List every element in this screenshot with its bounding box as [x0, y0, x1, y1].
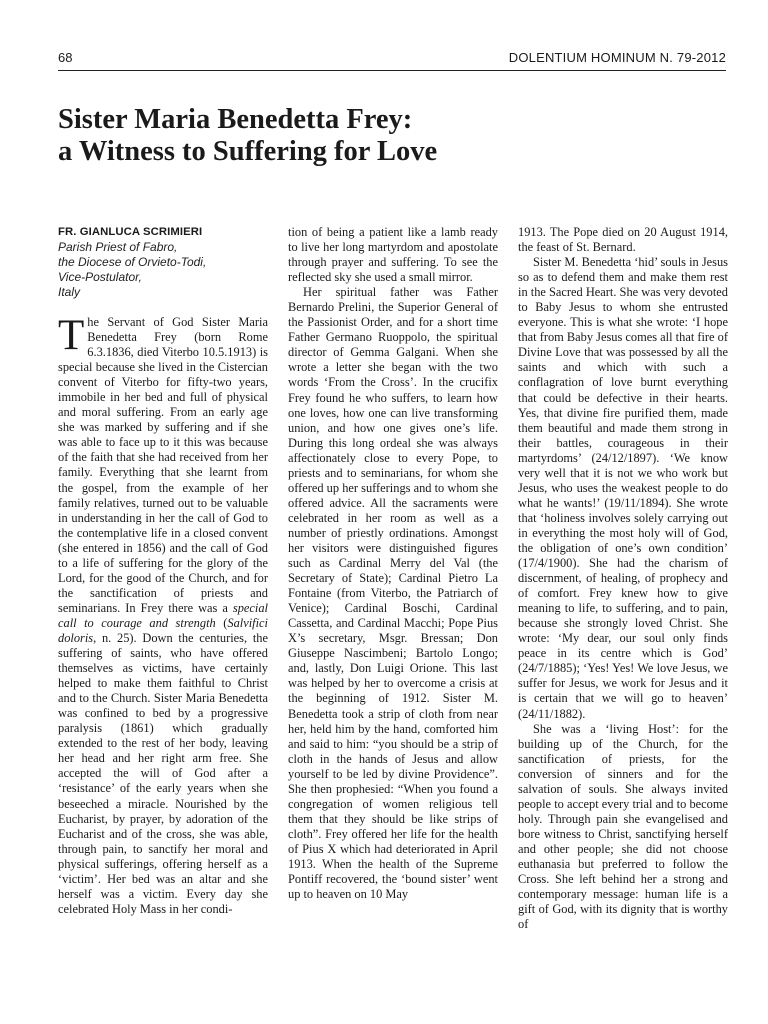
article-title [58, 104, 718, 168]
journal-title: DOLENTIUM HOMINUM N. 79-2012 [508, 50, 726, 65]
paragraph: Her spiritual father was Father Bernardo Prelini, the Superior General of the Passionist Order, and for a short time Father Germano Ruoppolo, the spiritual director of Gemma Galgani. When she wrote a letter she began with the two words ‘From the Cross’. In the crucifix Frey found he who suffers, to learn how one loves, how one can live transforming union, and how one gives one’s life. During this long ordeal she was always affectionately close to every Pope, to priests and to seminarians, for whom she offered up her sufferings and to whom she offered advice. All the sacraments were celebrated in her room as well as a number of priestly ordinations. Amongst her visitors were distinguished figures such as Cardinal Merry del Val (the Secretary of State); Cardinal Pietro La Fontaine (from Viterbo, the Patriarch of Venice); Cardinal Boschi, Cardinal Cassetta, and Cardinal Macchi; Pope Pius X’s secretary, Msgr. Bressan; Don Giuseppe Nascimbeni; Bartolo Longo; and, lastly, Don Luigi Orione. This last was helped by her to overcome a crisis at the beginning of 1912. Sister M. Benedetta took a strip of cloth from near her, held him by the hand, comforted him and said to him: “you should be a strip of cloth in the hands of Jesus and allow yourself to be led by divine Providence”. She then prophesied: “When you found a congregation of women religious tell them that they should be like strips of cloth”. Frey offered her life for the health of Pius X which had deteriorated in April 1913. When the health of the Supreme Pontiff recovered, the ‘bound sister’ went up to heaven on 10 May [288, 285, 498, 902]
paragraph: Sister M. Benedetta ‘hid’ souls in Jesus so as to defend them and make them rest in the Sacred Heart. She was very devoted to Baby Jesus to whom she entrusted everyone. This is what she wrote: ‘I hope that from Baby Jesus comes all that fire of Divine Love that was possessed by all the saints and which with such a conflagration of love burnt everything that could be defective in their hearts. Yes, that divine fire purified them, made them beautiful and made them strong in their battles, courageous in their martyrdoms’ (24/12/1897). ‘We know very well that it is not we who work but Jesus, who uses the weakest people to do what he wants!’ (19/11/1894). She wrote that ‘holiness involves solely carrying out in everything the most holy will of God, the obligation of one’s own condition’ (17/4/1900). She had the charism of discernment, of healing, of prophecy and of comfort. Frey knew how to give meaning to life, to suffering, and to pain, because she strongly loved Christ. She wrote: ‘My dear, our soul only finds peace in its centre which is God’ (24/7/1885); ‘Yes! Yes! We love Jesus, we suffer for Jesus, we work for Jesus and it is certain that we will go to heaven’ (24/11/1882). [518, 255, 728, 721]
title-line-1: Sister Maria Benedetta Frey: [58, 104, 413, 135]
affiliation-line: the Diocese of Orvieto-Todi, [58, 255, 207, 270]
paragraph: The Servant of God Sister Maria Benedetta Frey (born Rome 6.3.1836, died Viterbo 10.5.1913) is special because she lived in the Cistercian convent of Viterbo for fifty-two years, immobile in her bed and full of physical and moral suffering. From an early age she was marked by suffering and if she was able to face up to it this was because of the faith that she had received from her family. Everything that she learnt from the gospel, from the example of her family relatives, turned out to be valuable in understanding in her the call of God to the contemplative life in a closed convent (she entered in 1856) and the call of God to a life of suffering for the glory of the Lord, for the good of the Church, and for the sanctification of priests and seminarians. In Frey there was a special call to courage and strength (Salvifici doloris, n. 25). Down the centuries, the suffering of saints, who have offered themselves as victims, have certainly helped to make them faithful to Christ and to the Church. Sister Maria Benedetta was confined to bed by a progressive paralysis (1861) which gradually extended to the rest of her body, leaving her head and her right arm free. She accepted the will of God after a ‘resistance’ of the early years when she beseeched a miracle. Nourished by the Eucharist, by prayer, by adoration of the Eucharist and of the cross, she was able, through pain, to sanctify her moral and physical sufferings, offering herself as a ‘victim’. Her bed was an altar and she herself was a victim. Every day she celebrated Holy Mass in her condi- [58, 312, 268, 916]
paragraph: She was a ‘living Host’: for the building up of the Church, for the sanctification of priests, for the conversion of sinners and for the salvation of souls. She always invited people to accept every trial and to become holy. Through pain she evangelised and bore witness to Christ, sanctifying herself and other people; she did not choose euthanasia but preferred to follow the Cross. She left behind her a strong and contemporary message: human life is a gift of God, with its dignity that is worthy of [518, 721, 728, 932]
page-number: 68 [58, 50, 73, 65]
emphasis: Salvifici doloris [58, 615, 268, 645]
column-1 [58, 225, 268, 916]
column-2 [288, 225, 498, 902]
author-affiliation [58, 240, 268, 300]
author-name: FR. GIANLUCA SCRIMIERI [58, 226, 203, 238]
title-line-2: a Witness to Suffering for Love [58, 136, 438, 167]
drop-cap: T [58, 312, 85, 359]
affiliation-line: Vice-Postulator, [58, 270, 142, 285]
emphasis: special call to courage and strength [58, 600, 268, 630]
affiliation-line: Italy [58, 285, 81, 300]
column-3 [518, 225, 728, 932]
paragraph: tion of being a patient like a lamb ready to live her long martyrdom and apostolate through prayer and suffering. To see the reflected sky she used a small mirror. [288, 225, 498, 285]
column-1-body [58, 312, 268, 917]
paragraph: 1913. The Pope died on 20 August 1914, the feast of St. Bernard. [518, 225, 728, 255]
running-header [58, 48, 726, 71]
affiliation-line: Parish Priest of Fabro, [58, 240, 178, 254]
